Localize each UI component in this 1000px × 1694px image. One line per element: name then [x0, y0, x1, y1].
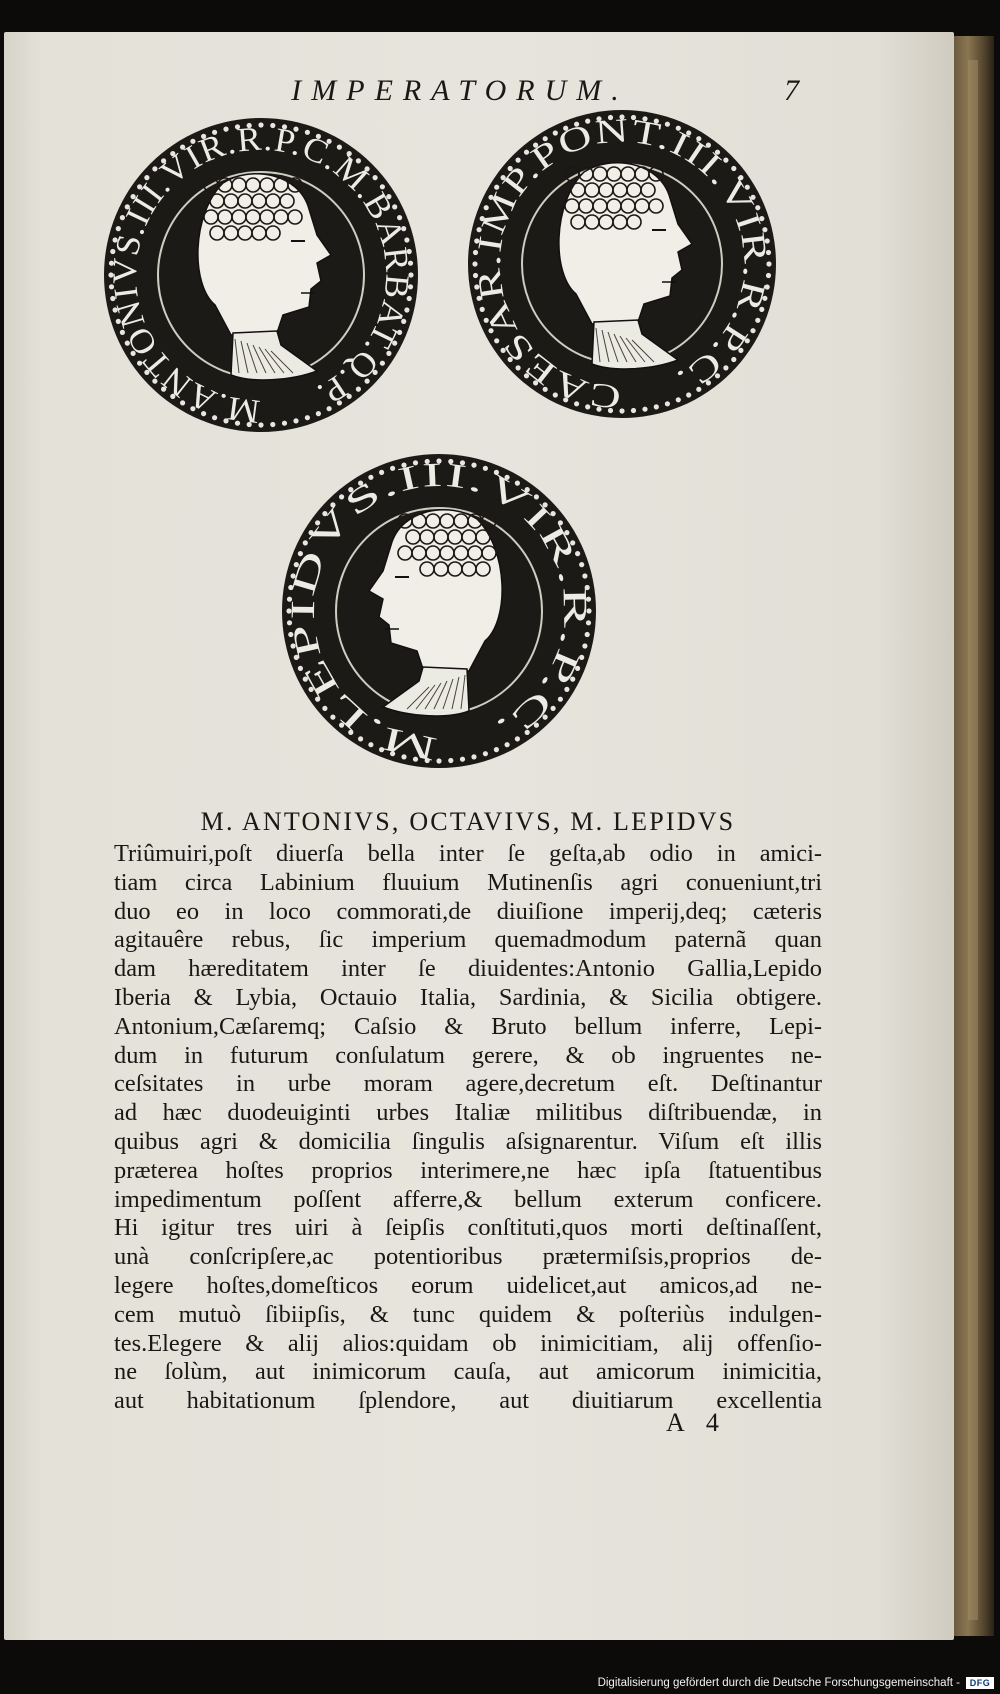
text-line: quibus agri & domicilia ſingulis aſsignarentur. Viſum eſt illis — [114, 1127, 822, 1155]
text-line: ne ſolùm, aut inimicorum cauſa, aut amicorum inimicitia, — [114, 1358, 822, 1386]
text-line: ad hæc duodeuiginti urbes Italiæ militibus diſtribuendæ, in — [114, 1099, 822, 1127]
text-line: præterea hoſtes proprios interimere,ne hæc ipſa ſtatuentibus — [114, 1156, 822, 1184]
main-text-block — [114, 808, 822, 1416]
dfg-logo: DFG — [966, 1677, 994, 1689]
text-line: aut habitationum ſplendore, aut diuitiarum excellentia — [114, 1387, 822, 1415]
text-line: Hi igitur tres uiri à ſeipſis conſtituti,quos morti deſtinaſſent, — [114, 1214, 822, 1242]
text-line: cem mutuò ſibiipſis, & tunc quidem & poſteriùs indulgen- — [114, 1300, 822, 1328]
coin-antonius — [102, 116, 420, 434]
coin-lepidus — [280, 452, 598, 770]
coin-legend: M.LEPIDVS.III.VIR.R.P.C. — [284, 456, 594, 768]
text-line: Triûmuiri,poſt diuerſa bella inter ſe geſta,ab odio in amici- — [114, 840, 822, 867]
text-line: legere hoſtes,domeſticos eorum uidelicet,aut amicos,ad ne- — [114, 1271, 822, 1299]
coin-image — [280, 452, 598, 770]
signature-mark: A 4 — [666, 1408, 727, 1437]
page-fore-edge-shade — [968, 60, 978, 1620]
section-heading: M. ANTONIVS, OCTAVIVS, M. LEPIDVS — [200, 807, 736, 836]
digitization-credit: Digitalisierung gefördert durch die Deutsche Forschungsgemeinschaft - — [597, 1677, 960, 1689]
text-lines — [114, 840, 822, 1416]
text-line: impedimentum poſſent afferre,& bellum exterum conficere. — [114, 1185, 822, 1213]
text-line: unà conſcripſere,ac potentioribus prætermiſsis,proprios de- — [114, 1243, 822, 1271]
text-line: dum in futurum conſulatum gerere, & ob ingruentes ne- — [114, 1041, 822, 1069]
coin-legend: CAESAR.IMP.PONT.III.VIR.R.P.C. — [470, 112, 774, 416]
text-line: dam hæreditatem inter ſe diuidentes:Antonio Gallia,Lepido — [114, 955, 822, 983]
text-line: ceſsitates in urbe moram agere,decretum eſt. Deſtinantur — [114, 1070, 822, 1098]
coin-caesar — [466, 108, 778, 420]
text-line: duo eo in loco commorati,de diuiſione imperij,deq; cæteris — [114, 897, 822, 925]
coin-image — [466, 108, 778, 420]
running-head: IMPERATORUM. — [291, 74, 629, 107]
coin-legend: M.ANTONIVS.III.VIR.R.P.C.M.BARBAT.Q.P. — [106, 120, 416, 430]
folio-number: 7 — [784, 74, 799, 107]
footer-bar — [0, 1672, 1000, 1694]
text-line: Iberia & Lybia, Octauio Italia, Sardinia, & Sicilia obtigere. — [114, 983, 822, 1011]
text-line: tiam circa Labinium fluuium Mutinenſis agri conueniunt,tri — [114, 868, 822, 896]
coin-image — [102, 116, 420, 434]
text-line: Antonium,Cæſaremq; Caſsio & Bruto bellum inferre, Lepi- — [114, 1012, 822, 1040]
text-line: agitauêre rebus, ſic imperium quemadmodum paternã quan — [114, 926, 822, 954]
text-line: tes.Elegere & alij alios:quidam ob inimicitiam, alij offenſio- — [114, 1329, 822, 1357]
